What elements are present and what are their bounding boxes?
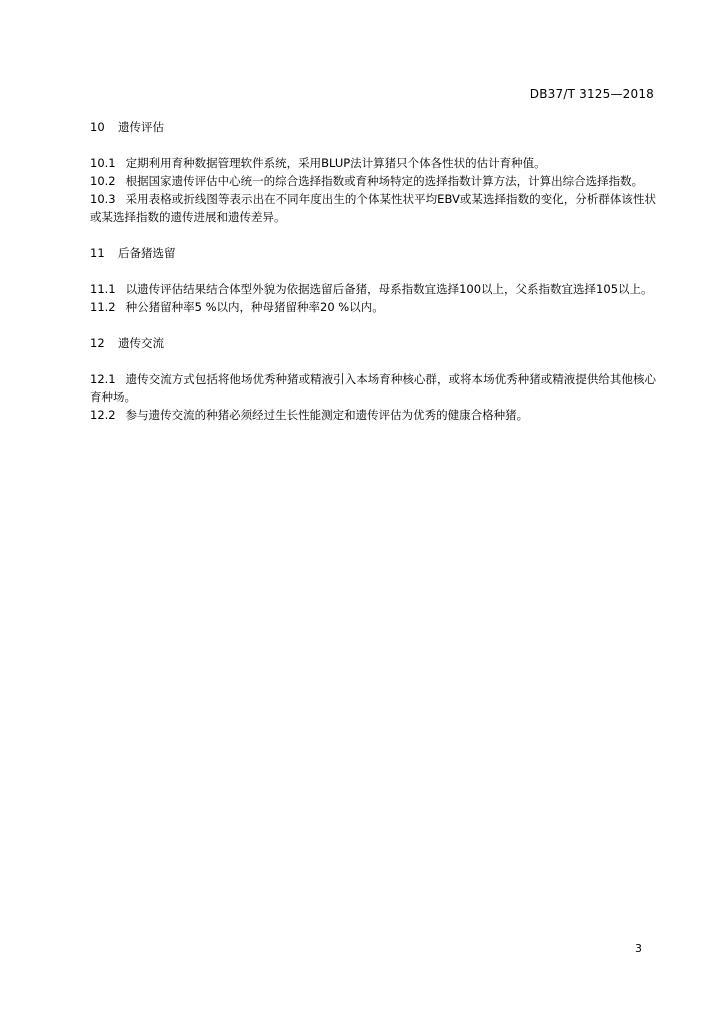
clause-number: 11.2 xyxy=(90,300,116,314)
clause-text: 遗传交流方式包括将他场优秀种猪或精液引入本场育种核心群，或将本场优秀种猪或精液提供给其他核心育种场。 xyxy=(90,372,656,404)
section-11 xyxy=(90,244,656,316)
section-10 xyxy=(90,118,656,226)
clause-text: 以遗传评估结果结合体型外貌为依据选留后备猪，母系指数宜选择100以上，父系指数宜选择105以上。 xyxy=(125,282,653,296)
document-body xyxy=(90,118,656,424)
section-number: 10 xyxy=(90,120,105,134)
clause-11-1 xyxy=(90,280,656,298)
clause-12-1 xyxy=(90,370,656,406)
section-title: 遗传评估 xyxy=(118,120,164,134)
clause-text: 定期利用育种数据管理软件系统，采用BLUP法计算猪只个体各性状的估计育种值。 xyxy=(125,156,546,170)
clause-11-2 xyxy=(90,298,656,316)
section-title: 后备猪选留 xyxy=(118,246,176,260)
section-number: 12 xyxy=(90,336,105,350)
page-number: 3 xyxy=(635,942,642,955)
clause-number: 10.1 xyxy=(90,156,116,170)
clause-10-3 xyxy=(90,190,656,226)
clause-10-1 xyxy=(90,154,656,172)
clause-text: 参与遗传交流的种猪必须经过生长性能测定和遗传评估为优秀的健康合格种猪。 xyxy=(125,408,529,422)
clause-12-2 xyxy=(90,406,656,424)
clause-text: 种公猪留种率5 %以内，种母猪留种率20 %以内。 xyxy=(125,300,384,314)
section-heading xyxy=(90,118,656,136)
section-heading xyxy=(90,244,656,262)
document-code: DB37/T 3125—2018 xyxy=(529,87,654,101)
clause-text: 根据国家遗传评估中心统一的综合选择指数或育种场特定的选择指数计算方法，计算出综合选择指数。 xyxy=(125,174,644,188)
clause-10-2 xyxy=(90,172,656,190)
clause-number: 12.1 xyxy=(90,372,116,386)
clause-number: 11.1 xyxy=(90,282,116,296)
clause-text: 采用表格或折线图等表示出在不同年度出生的个体某性状平均EBV或某选择指数的变化，分析群体该性状或某选择指数的遗传进展和遗传差异。 xyxy=(90,192,656,224)
clause-number: 12.2 xyxy=(90,408,116,422)
section-title: 遗传交流 xyxy=(118,336,164,350)
clause-number: 10.2 xyxy=(90,174,116,188)
clause-number: 10.3 xyxy=(90,192,116,206)
section-number: 11 xyxy=(90,246,105,260)
section-heading xyxy=(90,334,656,352)
section-12 xyxy=(90,334,656,424)
